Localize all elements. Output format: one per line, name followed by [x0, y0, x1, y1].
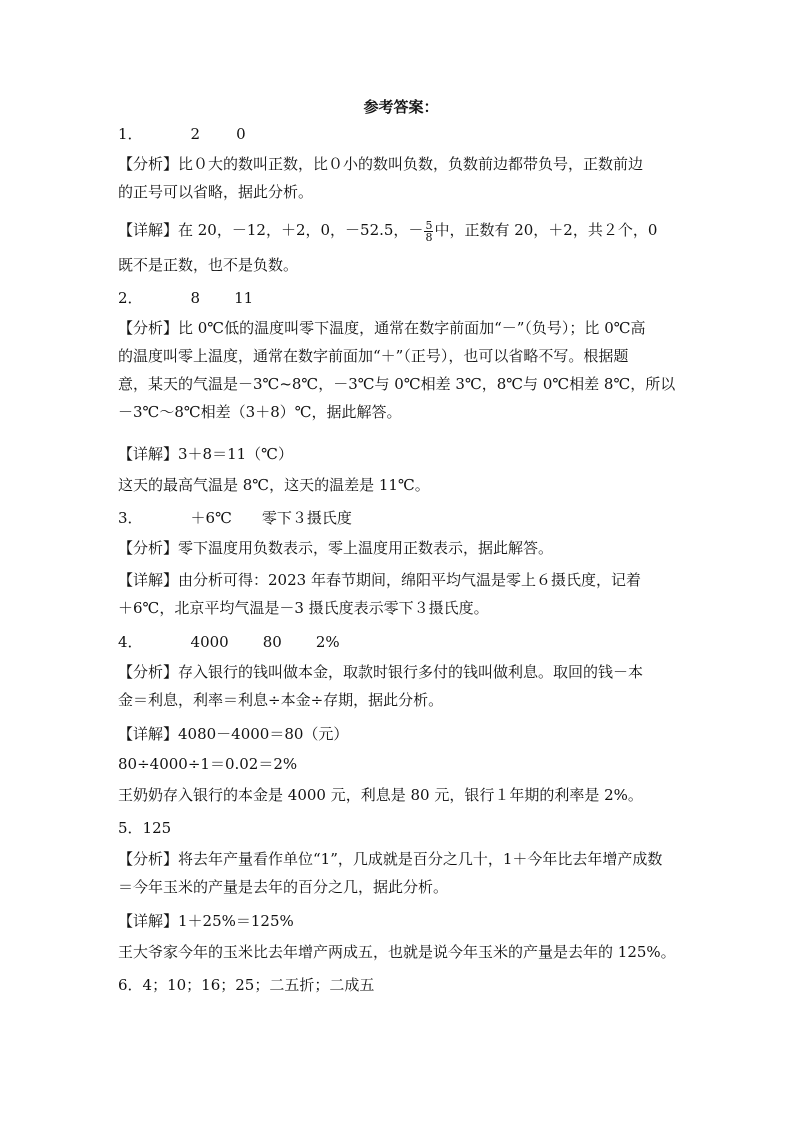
q2-analysis-line-4: －3℃～8℃相差（3＋8）℃，据此解答。	[118, 403, 402, 421]
q2-detail-line-1: 【详解】3＋8＝11（℃）	[118, 445, 293, 463]
q2-answer-1: 8	[190, 289, 201, 307]
q4-detail-line-3: 王奶奶存入银行的本金是 4000 元，利息是 80 元，银行１年期的利率是 2%。	[118, 786, 643, 804]
q2-analysis-line-2: 的温度叫零上温度，通常在数字前面加“＋”（正号），也可以省略不写。根据题	[118, 347, 629, 365]
q1-analysis-line-2: 的正号可以省略，据此分析。	[118, 183, 314, 201]
q4-number: 4．	[118, 633, 143, 651]
q3-detail-line-1: 【详解】由分析可得：2023 年春节期间，绵阳平均气温是零上６摄氏度，记着	[118, 571, 641, 589]
q3-detail-line-2: ＋6℃，北京平均气温是－3 摄氏度表示零下３摄氏度。	[118, 599, 489, 617]
q5-analysis-line-1: 【分析】将去年产量看作单位“1”，几成就是百分之几十，1＋今年比去年增产成数	[118, 850, 663, 868]
q1-detail-line-1	[118, 219, 657, 243]
q4-detail-line-1: 【详解】4080－4000＝80（元）	[118, 725, 349, 743]
q4-answer-line	[118, 631, 340, 653]
q4-analysis-line-2: 金＝利息，利率＝利息÷本金÷存期，据此分析。	[118, 691, 444, 709]
q2-number: 2．	[118, 289, 143, 307]
q4-answer-2: 80	[262, 633, 282, 651]
q2-detail-line-2: 这天的最高气温是 8℃，这天的温差是 11℃。	[118, 476, 430, 494]
q5-detail-line-1: 【详解】1＋25%＝125%	[118, 912, 294, 930]
q1-detail-line-2: 既不是正数，也不是负数。	[118, 256, 299, 274]
page-title: 参考答案：	[363, 98, 439, 116]
q2-answer-line	[118, 287, 253, 309]
q4-detail-line-2: 80÷4000÷1＝0.02＝2%	[118, 755, 298, 773]
q1-answer-line	[118, 123, 246, 145]
q3-answer-1: ＋6℃	[190, 509, 232, 527]
q1-analysis-line-1: 【分析】比０大的数叫正数，比０小的数叫负数，负数前边都带负号，正数前边	[118, 155, 644, 173]
q1-detail-pre: 【详解】在 20，－12，＋2，0，－52.5，－	[118, 221, 424, 239]
q2-analysis-line-3: 意，某天的气温是－3℃~8℃，－3℃与 0℃相差 3℃，8℃与 0℃相差 8℃，所以	[118, 375, 676, 393]
q2-answer-2: 11	[234, 289, 254, 307]
q3-analysis-line-1: 【分析】零下温度用负数表示，零上温度用正数表示，据此解答。	[118, 539, 554, 557]
q5-analysis-line-2: ＝今年玉米的产量是去年的百分之几，据此分析。	[118, 878, 449, 896]
fraction-numerator: 5	[425, 218, 433, 232]
q1-number: 1．	[118, 125, 143, 143]
fraction-five-eighths	[424, 220, 433, 243]
q6-answer-line: 6．4；10；16；25；二五折；二成五	[118, 976, 375, 994]
q4-analysis-line-1: 【分析】存入银行的钱叫做本金，取款时银行多付的钱叫做利息。取回的钱－本	[118, 663, 644, 681]
q1-detail-post: 中，正数有 20，＋2，共２个，0	[434, 221, 658, 239]
q5-detail-line-2: 王大爷家今年的玉米比去年增产两成五，也就是说今年玉米的产量是去年的 125%。	[118, 943, 676, 961]
q3-answer-line	[118, 507, 352, 529]
q4-answer-1: 4000	[190, 633, 229, 651]
q4-answer-3: 2%	[315, 633, 340, 651]
q1-answer-1: 2	[190, 125, 201, 143]
q5-answer-line: 5．125	[118, 819, 172, 837]
fraction-denominator: 8	[425, 230, 433, 244]
q3-number: 3．	[118, 509, 143, 527]
q1-answer-2: 0	[236, 125, 246, 143]
q2-analysis-line-1: 【分析】比 0℃低的温度叫零下温度，通常在数字前面加“－”（负号）；比 0℃高	[118, 319, 646, 337]
q3-answer-2: 零下３摄氏度	[261, 509, 352, 527]
